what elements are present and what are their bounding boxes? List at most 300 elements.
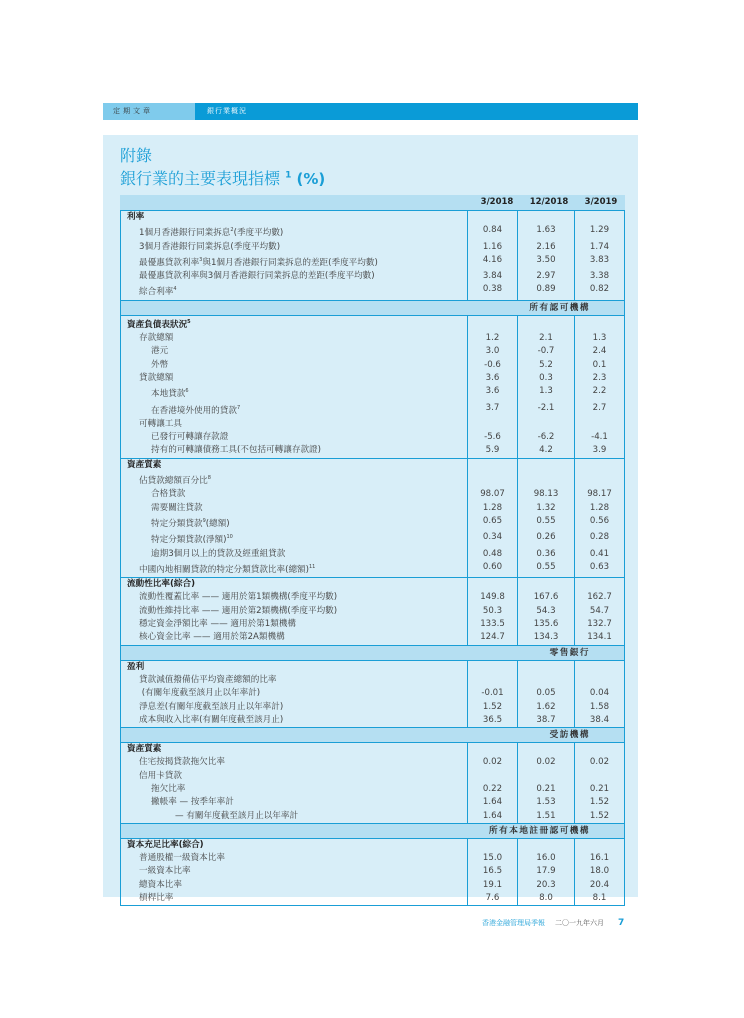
table-row <box>121 796 624 809</box>
value-cell: 15.0 <box>467 852 517 865</box>
row-label-text: 逾期3個月以上的貸款及經重組貸款 <box>151 548 286 559</box>
value-cell: 0.02 <box>467 756 517 769</box>
row-label-text: 普通股權一級資本比率 <box>139 853 225 864</box>
value-cell: 2.97 <box>517 270 574 283</box>
publication-date: 二〇一九年六月 <box>555 919 604 927</box>
row-label <box>121 701 467 714</box>
value-cell: 0.36 <box>517 548 574 561</box>
row-label-text: 特定分類貸款(淨額) <box>151 535 227 546</box>
table-section <box>120 578 625 645</box>
row-label <box>121 756 467 769</box>
row-label <box>121 687 467 700</box>
value-cell: 3.38 <box>574 270 624 283</box>
value-cell: -0.7 <box>517 345 574 358</box>
table-section <box>120 661 625 728</box>
column-header: 3/2019 <box>584 197 618 207</box>
value-cell: 3.6 <box>467 372 517 385</box>
value-cell <box>574 418 624 431</box>
row-label-text: 穩定資金淨額比率 —— 適用於第1類機構 <box>139 619 297 630</box>
footnote-ref: 8 <box>207 475 211 482</box>
value-cell: 7.6 <box>467 892 517 905</box>
row-label-text: 1個月香港銀行同業拆息 <box>139 228 231 239</box>
value-cell: 18.0 <box>574 865 624 878</box>
table-row <box>121 548 624 561</box>
table-row <box>121 472 624 488</box>
table-row <box>121 865 624 878</box>
value-cell: 1.53 <box>517 796 574 809</box>
value-cell: 0.22 <box>467 783 517 796</box>
table-row <box>121 502 624 515</box>
value-cell: 134.3 <box>517 631 574 644</box>
row-label <box>121 561 467 577</box>
row-label <box>121 418 467 431</box>
row-label <box>121 211 467 224</box>
section-heading-row <box>121 211 624 224</box>
row-label-text: 港元 <box>151 346 169 357</box>
indicators-table <box>120 195 625 906</box>
row-label-text: — 有關年度截至該月止以年率計 <box>175 810 299 821</box>
section-band: 所有認可機構 <box>120 301 625 316</box>
row-label-text: 信用卡貸款 <box>139 770 182 781</box>
value-cell: 3.7 <box>467 402 517 418</box>
value-cell <box>574 661 624 674</box>
value-cell <box>467 661 517 674</box>
row-label <box>121 796 467 809</box>
value-cell <box>517 459 574 472</box>
value-cell: 98.17 <box>574 488 624 501</box>
value-cell <box>467 211 517 224</box>
value-cell: 0.48 <box>467 548 517 561</box>
row-label <box>121 316 467 332</box>
row-label-text: 流動性覆蓋比率 —— 適用於第1類機構(季度平均數) <box>139 592 338 603</box>
table-row <box>121 488 624 501</box>
value-cell: 0.38 <box>467 283 517 299</box>
row-label <box>121 254 467 270</box>
table-row <box>121 372 624 385</box>
value-cell: 0.63 <box>574 561 624 577</box>
row-label-text: 一級資本比率 <box>139 866 191 877</box>
section-heading-row <box>121 661 624 674</box>
value-cell: 1.51 <box>517 810 574 823</box>
row-label <box>121 714 467 727</box>
header-section: 定期文章 <box>103 103 195 120</box>
footnote-ref: 4 <box>173 286 177 293</box>
row-label-text: 貸款總額 <box>139 372 174 383</box>
table-row <box>121 359 624 372</box>
row-label <box>121 591 467 604</box>
value-cell: 2.3 <box>574 372 624 385</box>
row-label <box>121 531 467 547</box>
row-label <box>121 444 467 457</box>
table-section <box>120 316 625 459</box>
value-cell <box>467 770 517 783</box>
value-cell: 0.02 <box>517 756 574 769</box>
value-cell: 1.64 <box>467 810 517 823</box>
row-label <box>121 224 467 240</box>
value-cell <box>467 743 517 756</box>
value-cell: 3.83 <box>574 254 624 270</box>
footnote-ref: 11 <box>309 563 316 570</box>
value-cell: 0.3 <box>517 372 574 385</box>
table-row <box>121 605 624 618</box>
table-row <box>121 431 624 444</box>
table-row <box>121 561 624 577</box>
value-cell <box>517 211 574 224</box>
value-cell: 5.2 <box>517 359 574 372</box>
row-label-text: 需要關注貸款 <box>151 502 203 513</box>
value-cell: 38.7 <box>517 714 574 727</box>
page-footer <box>482 918 624 928</box>
value-cell: 1.58 <box>574 701 624 714</box>
row-label-text: 總資本比率 <box>139 879 182 890</box>
value-cell: 8.0 <box>517 892 574 905</box>
section-band: 零售銀行 <box>120 646 625 661</box>
table-row <box>121 701 624 714</box>
table-row <box>121 631 624 644</box>
section-heading-row <box>121 578 624 591</box>
value-cell: 0.82 <box>574 283 624 299</box>
value-cell <box>574 839 624 852</box>
row-label-text: 佔貸款總額百分比 <box>139 476 208 487</box>
publication-name: 香港金融管理局季報 <box>482 919 545 927</box>
value-cell <box>574 211 624 224</box>
table-row <box>121 254 624 270</box>
table-row <box>121 241 624 254</box>
value-cell: 167.6 <box>517 591 574 604</box>
table-row <box>121 591 624 604</box>
footnote-ref: 3 <box>199 256 203 263</box>
row-label-text: 綜合利率 <box>139 287 174 298</box>
value-cell <box>517 661 574 674</box>
row-label-text: 最優惠貸款利率 <box>139 257 200 268</box>
value-cell <box>574 770 624 783</box>
value-cell: 3.84 <box>467 270 517 283</box>
row-label <box>121 743 467 756</box>
value-cell <box>574 459 624 472</box>
value-cell: 98.07 <box>467 488 517 501</box>
value-cell <box>517 472 574 488</box>
table-row <box>121 783 624 796</box>
value-cell: 0.55 <box>517 515 574 531</box>
appendix-title: 附錄 <box>120 146 153 165</box>
value-cell: 1.52 <box>574 810 624 823</box>
footnote-ref: 2 <box>230 227 234 234</box>
value-cell: 54.3 <box>517 605 574 618</box>
value-cell: -2.1 <box>517 402 574 418</box>
value-cell: 1.52 <box>467 701 517 714</box>
row-label-text: 資產質素 <box>127 459 162 470</box>
table-row <box>121 879 624 892</box>
row-label <box>121 385 467 401</box>
appendix-panel <box>103 135 638 904</box>
table-header-row <box>120 195 625 211</box>
table-row <box>121 515 624 531</box>
section-band: 受訪機構 <box>120 728 625 743</box>
row-label <box>121 488 467 501</box>
value-cell <box>467 472 517 488</box>
value-cell <box>467 316 517 332</box>
table-section <box>120 839 625 906</box>
value-cell <box>467 578 517 591</box>
value-cell: 1.3 <box>517 385 574 401</box>
row-label <box>121 270 467 283</box>
running-header <box>103 103 638 120</box>
value-cell: 1.52 <box>574 796 624 809</box>
value-cell: 0.21 <box>574 783 624 796</box>
table-row <box>121 224 624 240</box>
row-label <box>121 502 467 515</box>
table-row <box>121 270 624 283</box>
row-label <box>121 783 467 796</box>
value-cell: 135.6 <box>517 618 574 631</box>
footnote-ref: 5 <box>187 318 191 325</box>
value-cell: 1.16 <box>467 241 517 254</box>
value-cell: 134.1 <box>574 631 624 644</box>
row-label-text: 資產負債表狀況 <box>127 319 188 330</box>
row-label-text: 淨息差(有關年度截至該月止以年率計) <box>139 701 284 712</box>
column-header: 12/2018 <box>529 197 569 207</box>
table-row <box>121 332 624 345</box>
unit: (%) <box>296 170 326 188</box>
row-label-text: 拖欠比率 <box>151 783 186 794</box>
row-label-text: 特定分類貸款 <box>151 518 203 529</box>
value-cell <box>517 839 574 852</box>
value-cell: 0.04 <box>574 687 624 700</box>
value-cell: 0.56 <box>574 515 624 531</box>
table-section <box>120 743 625 824</box>
row-label-text: 資本充足比率(綜合) <box>127 839 204 850</box>
table-row <box>121 385 624 401</box>
value-cell: 149.8 <box>467 591 517 604</box>
value-cell: 1.29 <box>574 224 624 240</box>
row-label-text: 存款總額 <box>139 333 174 344</box>
value-cell: 1.74 <box>574 241 624 254</box>
footnote-ref: 7 <box>236 404 241 411</box>
table-row <box>121 618 624 631</box>
row-label <box>121 459 467 472</box>
row-label <box>121 865 467 878</box>
footnote-ref: 1 <box>285 170 292 181</box>
table-row <box>121 345 624 358</box>
value-cell <box>467 459 517 472</box>
section-heading-row <box>121 316 624 332</box>
value-cell: 3.6 <box>467 385 517 401</box>
row-label-text: 最優惠貸款利率與3個月香港銀行同業拆息的差距(季度平均數) <box>139 271 375 282</box>
value-cell: 0.55 <box>517 561 574 577</box>
row-label <box>121 605 467 618</box>
row-label-text: 核心資金比率 —— 適用於第2A類機構 <box>139 632 285 643</box>
value-cell: 8.1 <box>574 892 624 905</box>
row-label-text: 流動性維持比率 —— 適用於第2類機構(季度平均數) <box>139 605 338 616</box>
row-label-text: 已發行可轉讓存款證 <box>151 432 229 443</box>
value-cell <box>467 839 517 852</box>
value-cell: 0.1 <box>574 359 624 372</box>
table-title <box>120 166 325 189</box>
row-label <box>121 431 467 444</box>
section-heading-row <box>121 743 624 756</box>
row-label-text: 資產質素 <box>127 744 162 755</box>
row-label-text: 可轉讓工具 <box>139 418 182 429</box>
value-cell <box>467 674 517 687</box>
row-label-text: (有關年度截至該月止以年率計) <box>139 688 261 699</box>
value-cell: 132.7 <box>574 618 624 631</box>
value-cell: 2.16 <box>517 241 574 254</box>
value-cell: 0.84 <box>467 224 517 240</box>
row-label-suffix: (總額) <box>205 518 230 529</box>
value-cell <box>574 578 624 591</box>
table-row <box>121 674 624 687</box>
table-title-text: 銀行業的主要表現指標 <box>120 169 281 188</box>
value-cell: 0.41 <box>574 548 624 561</box>
row-label <box>121 548 467 561</box>
row-label-text: 本地貸款 <box>151 389 186 400</box>
row-label <box>121 631 467 644</box>
column-header: 3/2018 <box>480 197 514 207</box>
table-row <box>121 531 624 547</box>
row-label-text: 流動性比率(綜合) <box>127 579 196 590</box>
header-topic: 銀行業概況 <box>207 107 247 115</box>
row-label <box>121 283 467 299</box>
section-heading-row <box>121 459 624 472</box>
value-cell <box>517 418 574 431</box>
value-cell <box>517 743 574 756</box>
row-label-text: 貸款減值撥備佔平均資產總額的比率 <box>139 674 277 685</box>
value-cell: 0.60 <box>467 561 517 577</box>
row-label-suffix: 與1個月香港銀行同業拆息的差距(季度平均數) <box>202 257 378 268</box>
row-label-text: 撇帳率 — 按季年率計 <box>151 797 234 808</box>
value-cell: 0.34 <box>467 531 517 547</box>
value-cell: 2.4 <box>574 345 624 358</box>
value-cell: 50.3 <box>467 605 517 618</box>
value-cell <box>517 770 574 783</box>
value-cell: 38.4 <box>574 714 624 727</box>
value-cell <box>517 316 574 332</box>
row-label-text: 在香港境外使用的貸款 <box>151 405 237 416</box>
table-row <box>121 810 624 823</box>
row-label-text: 3個月香港銀行同業拆息(季度平均數) <box>139 241 281 252</box>
value-cell: 1.3 <box>574 332 624 345</box>
value-cell: 1.63 <box>517 224 574 240</box>
row-label <box>121 618 467 631</box>
value-cell <box>517 674 574 687</box>
row-label-text: 住宅按揭貸款拖欠比率 <box>139 757 225 768</box>
value-cell: 19.1 <box>467 879 517 892</box>
row-label <box>121 402 467 418</box>
value-cell <box>574 472 624 488</box>
row-label-text: 盈利 <box>127 661 145 672</box>
row-label <box>121 674 467 687</box>
row-label-text: 外幣 <box>151 359 169 370</box>
value-cell: 3.9 <box>574 444 624 457</box>
value-cell: 5.9 <box>467 444 517 457</box>
table-row <box>121 852 624 865</box>
value-cell: -0.01 <box>467 687 517 700</box>
value-cell: 2.7 <box>574 402 624 418</box>
value-cell <box>517 578 574 591</box>
table-row <box>121 687 624 700</box>
row-label-suffix: (季度平均數) <box>233 228 284 239</box>
row-label <box>121 515 467 531</box>
value-cell: -4.1 <box>574 431 624 444</box>
value-cell: 16.1 <box>574 852 624 865</box>
value-cell <box>574 674 624 687</box>
row-label <box>121 892 467 905</box>
row-label <box>121 372 467 385</box>
row-label <box>121 770 467 783</box>
value-cell: 162.7 <box>574 591 624 604</box>
table-row <box>121 770 624 783</box>
row-label-text: 合格貸款 <box>151 489 186 500</box>
value-cell: 54.7 <box>574 605 624 618</box>
section-band: 所有本地註冊認可機構 <box>120 824 625 839</box>
value-cell: 1.64 <box>467 796 517 809</box>
value-cell: 3.0 <box>467 345 517 358</box>
value-cell: 124.7 <box>467 631 517 644</box>
table-row <box>121 892 624 905</box>
table-section <box>120 211 625 301</box>
table-row <box>121 283 624 299</box>
table-row <box>121 444 624 457</box>
row-label <box>121 241 467 254</box>
value-cell <box>467 418 517 431</box>
row-label <box>121 345 467 358</box>
value-cell: 16.0 <box>517 852 574 865</box>
table-row <box>121 402 624 418</box>
value-cell: 1.28 <box>467 502 517 515</box>
table-section <box>120 459 625 578</box>
value-cell: 36.5 <box>467 714 517 727</box>
value-cell: 0.05 <box>517 687 574 700</box>
value-cell: 1.2 <box>467 332 517 345</box>
row-label <box>121 472 467 488</box>
value-cell: -0.6 <box>467 359 517 372</box>
value-cell: 17.9 <box>517 865 574 878</box>
row-label-text: 利率 <box>127 212 145 222</box>
value-cell: 2.2 <box>574 385 624 401</box>
footnote-ref: 9 <box>202 517 206 524</box>
value-cell: 0.26 <box>517 531 574 547</box>
value-cell: 0.89 <box>517 283 574 299</box>
value-cell: 133.5 <box>467 618 517 631</box>
page-number: 7 <box>618 918 625 928</box>
row-label <box>121 852 467 865</box>
row-label-text: 槓桿比率 <box>139 893 174 904</box>
row-label <box>121 578 467 591</box>
value-cell: 20.3 <box>517 879 574 892</box>
value-cell: 0.65 <box>467 515 517 531</box>
table-row <box>121 756 624 769</box>
row-label <box>121 839 467 852</box>
value-cell: 98.13 <box>517 488 574 501</box>
value-cell: 4.2 <box>517 444 574 457</box>
value-cell: 1.62 <box>517 701 574 714</box>
value-cell: 1.32 <box>517 502 574 515</box>
value-cell <box>574 316 624 332</box>
table-row <box>121 714 624 727</box>
row-label <box>121 332 467 345</box>
value-cell: 3.50 <box>517 254 574 270</box>
row-label-text: 中國內地相關貸款的特定分類貸款比率(總額) <box>139 564 309 575</box>
value-cell: 16.5 <box>467 865 517 878</box>
value-cell: 2.1 <box>517 332 574 345</box>
row-label <box>121 810 467 823</box>
value-cell: 20.4 <box>574 879 624 892</box>
value-cell: 4.16 <box>467 254 517 270</box>
value-cell: -5.6 <box>467 431 517 444</box>
value-cell: -6.2 <box>517 431 574 444</box>
value-cell <box>574 743 624 756</box>
value-cell: 0.02 <box>574 756 624 769</box>
